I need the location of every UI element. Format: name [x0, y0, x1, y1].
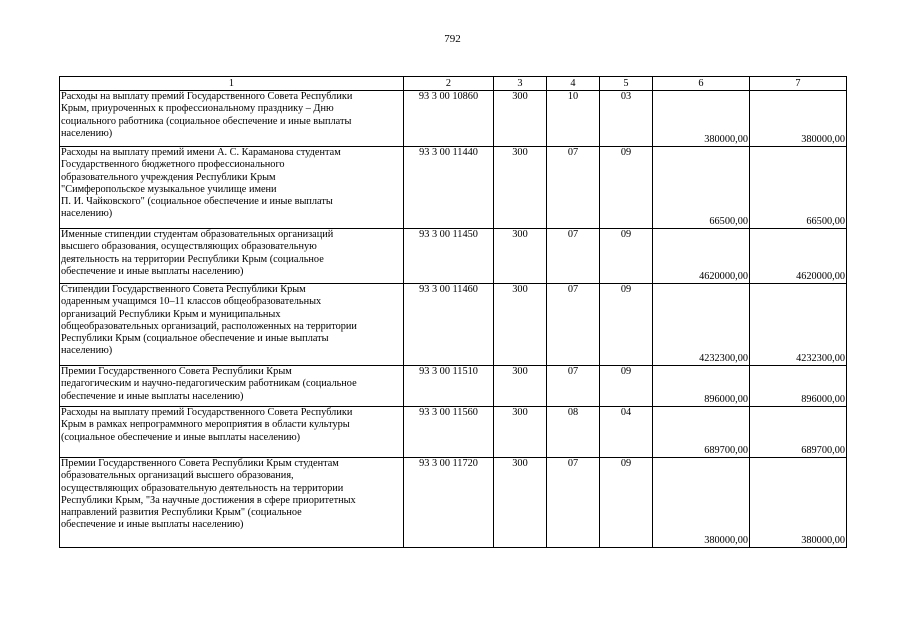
- table-row: [60, 407, 847, 458]
- column-header: 6: [653, 77, 750, 91]
- row-section: 07: [547, 284, 600, 366]
- row-section: 08: [547, 407, 600, 458]
- row-subsection: 09: [600, 284, 653, 366]
- row-amount-1: 689700,00: [653, 407, 750, 458]
- row-amount-2: 380000,00: [750, 91, 847, 147]
- table-row: [60, 458, 847, 548]
- row-target-article: 93 3 00 11510: [404, 366, 494, 407]
- table-row: [60, 91, 847, 147]
- page-number: 792: [444, 33, 461, 45]
- row-amount-1: 4232300,00: [653, 284, 750, 366]
- row-expense-type: 300: [494, 407, 547, 458]
- row-amount-1: 4620000,00: [653, 229, 750, 284]
- row-expense-type: 300: [494, 229, 547, 284]
- row-expense-type: 300: [494, 147, 547, 229]
- row-amount-1: 66500,00: [653, 147, 750, 229]
- row-description: Расходы на выплату премий имени А. С. Караманова студентам Государственного бюджетного профессионального образовательного учреждения Республики Крым "Симферопольское музыкальное училище имени П. И. Чайковского" (социальное обеспечение и иные выплаты населению): [60, 147, 404, 229]
- row-subsection: 09: [600, 458, 653, 548]
- column-header: 3: [494, 77, 547, 91]
- table-row: [60, 366, 847, 407]
- row-amount-2: 66500,00: [750, 147, 847, 229]
- row-description: Премии Государственного Совета Республики Крым студентам образовательных организаций высшего образования, осуществляющих образовательную деятельность на территории Республики Крым, "За научные достижения в сфере приоритетных направлений развития Республики Крым" (социальное обеспечение и иные выплаты населению): [60, 458, 404, 548]
- row-subsection: 09: [600, 147, 653, 229]
- budget-table: [59, 76, 847, 548]
- row-expense-type: 300: [494, 91, 547, 147]
- row-section: 10: [547, 91, 600, 147]
- row-section: 07: [547, 458, 600, 548]
- row-subsection: 09: [600, 366, 653, 407]
- row-target-article: 93 3 00 11720: [404, 458, 494, 548]
- row-subsection: 03: [600, 91, 653, 147]
- row-target-article: 93 3 00 10860: [404, 91, 494, 147]
- row-amount-2: 4232300,00: [750, 284, 847, 366]
- row-target-article: 93 3 00 11450: [404, 229, 494, 284]
- row-description: Расходы на выплату премий Государственного Совета Республики Крым, приуроченных к профессиональному празднику – Дню социального работника (социальное обеспечение и иные выплаты населению): [60, 91, 404, 147]
- table-row: [60, 284, 847, 366]
- row-expense-type: 300: [494, 366, 547, 407]
- row-target-article: 93 3 00 11440: [404, 147, 494, 229]
- row-description: Премии Государственного Совета Республики Крым педагогическим и научно-педагогическим работникам (социальное обеспечение и иные выплаты населению): [60, 366, 404, 407]
- row-description: Расходы на выплату премий Государственного Совета Республики Крым в рамках непрограммного мероприятия в области культуры (социальное обеспечение и иные выплаты населению): [60, 407, 404, 458]
- column-header: 7: [750, 77, 847, 91]
- row-amount-1: 380000,00: [653, 458, 750, 548]
- row-amount-1: 896000,00: [653, 366, 750, 407]
- row-description: Стипендии Государственного Совета Республики Крым одаренным учащимся 10–11 классов общеобразовательных организаций Республики Крым и муниципальных общеобразовательных организаций, расположенных на территории Республики Крым (социальное обеспечение и иные выплаты населению): [60, 284, 404, 366]
- column-header: 1: [60, 77, 404, 91]
- row-amount-2: 896000,00: [750, 366, 847, 407]
- row-amount-2: 689700,00: [750, 407, 847, 458]
- column-header: 5: [600, 77, 653, 91]
- row-description: Именные стипендии студентам образовательных организаций высшего образования, осуществляющих образовательную деятельность на территории Республики Крым (социальное обеспечение и иные выплаты населению): [60, 229, 404, 284]
- table-header-row: [60, 77, 847, 91]
- table-row: [60, 229, 847, 284]
- row-target-article: 93 3 00 11460: [404, 284, 494, 366]
- row-section: 07: [547, 147, 600, 229]
- column-header: 2: [404, 77, 494, 91]
- column-header: 4: [547, 77, 600, 91]
- row-subsection: 04: [600, 407, 653, 458]
- table-row: [60, 147, 847, 229]
- row-subsection: 09: [600, 229, 653, 284]
- row-expense-type: 300: [494, 458, 547, 548]
- row-expense-type: 300: [494, 284, 547, 366]
- row-amount-2: 380000,00: [750, 458, 847, 548]
- row-section: 07: [547, 229, 600, 284]
- row-amount-1: 380000,00: [653, 91, 750, 147]
- row-amount-2: 4620000,00: [750, 229, 847, 284]
- row-section: 07: [547, 366, 600, 407]
- row-target-article: 93 3 00 11560: [404, 407, 494, 458]
